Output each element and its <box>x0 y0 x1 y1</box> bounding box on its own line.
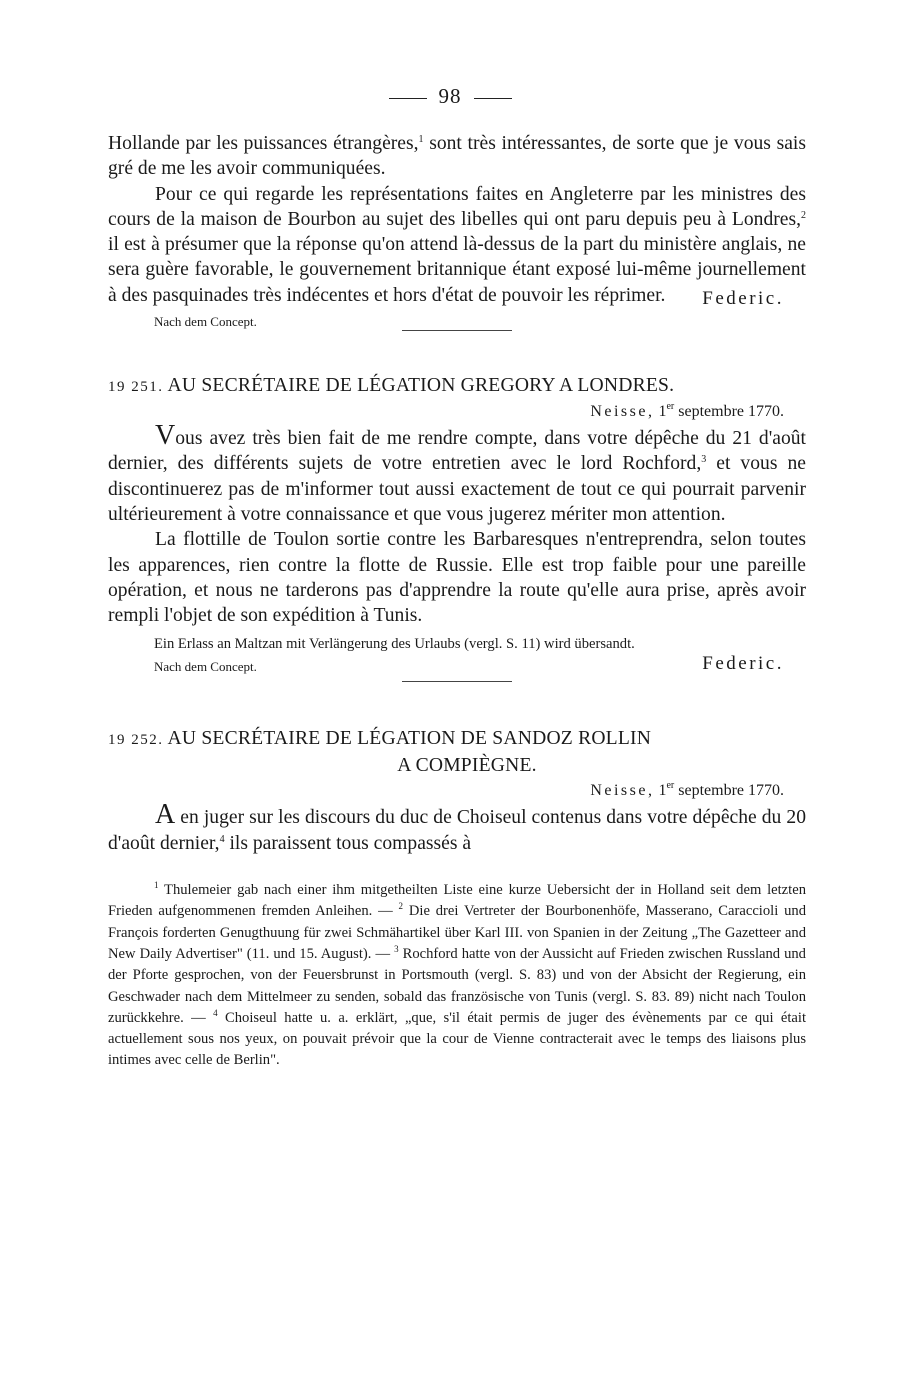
intro-p2b: il est à présumer que la réponse qu'on attend là-dessus de la part du ministère anglais, ne sera guère favorable, le gouvernement britannique étant exposé lui-même journellement à des pasquinades très indécentes et hors d'état de pouvoir les réprimer. <box>108 234 806 306</box>
intro-paragraph-1 <box>108 131 806 182</box>
footnote-3: Rochford hatte von der Aussicht auf Frieden zwischen Russland und der Pforte gesprochen, von der Feuersbrunst in Portsmouth (vergl. S. 83) und von der Absicht der Regierung, ein Geschwader nach dem Mittelmeer zu senden, sobald das französische von Tunis (vergl. S. 83. 89) nicht nach Toulon zurückkehre. — <box>108 945 806 1026</box>
letter-2-day: 1 <box>658 782 667 800</box>
letter-1-nach-concept: Nach dem Concept. <box>154 659 257 675</box>
footnote-3-mark: 3 <box>394 943 399 954</box>
page-number-line <box>0 84 900 109</box>
dash-right <box>474 98 512 99</box>
page-number: 98 <box>438 84 462 108</box>
footnote-ref-4: 4 <box>219 833 225 845</box>
letter-1-place: Neisse, <box>590 403 655 421</box>
letter-1-date-rest: septembre 1770. <box>674 403 784 421</box>
footnote-1-mark: 1 <box>154 880 159 891</box>
letter-2-title-line-2: A COMPIÈGNE. <box>397 755 537 777</box>
footnote-ref-2: 2 <box>801 209 806 221</box>
intro-signature: Federic. <box>702 288 784 310</box>
dash-left <box>389 98 427 99</box>
letter-1-note: Ein Erlass an Maltzan mit Verlängerung des Urlaubs (vergl. S. 11) wird übersandt. <box>154 636 635 653</box>
letter-2-date-rest: septembre 1770. <box>674 782 784 800</box>
page-body <box>108 131 806 1072</box>
footnote-1: Thulemeier gab nach einer ihm mitgetheilten Liste eine kurze Uebersicht der in Holland seit dem letzten Frieden aufgenommenen fremden Anleihen. — <box>108 882 806 920</box>
letter-1-date <box>108 400 784 424</box>
intro-p1-text: Hollande par les puissances étrangères, <box>108 133 419 154</box>
footnote-4: Choiseul hatte u. a. erklärt, „que, s'il était permis de juger des évènements par ce qui était actuellement sous nos yeux, on pouvait prévoir que la cour de Vienne contracterait avec le temps des liaisons plus intimes avec celle de Berlin". <box>108 1009 807 1069</box>
intro-nach-concept: Nach dem Concept. <box>154 314 257 330</box>
letter-2-place: Neisse, <box>590 782 655 800</box>
letter-1-paragraph-1 <box>108 420 806 527</box>
letter-1-heading <box>108 373 806 400</box>
letter-2-number: 19 252. <box>108 732 164 749</box>
letter-2-p1a: en juger sur les discours du duc de Choiseul contenus dans votre dépêche du 20 d'août dernier, <box>108 807 806 854</box>
letter-1-signature-row <box>108 655 806 681</box>
letter-2-date <box>108 779 784 803</box>
footnote-2: Die drei Vertreter der Bourbonenhöfe, Masserano, Caraccioli und François forderten Genugthuung für zwei Schmähartikel über Karl III. von Spanien in der Zeitung „The Gazetteer and New Daily Advertiser" (11. und 15. August). — <box>108 903 806 962</box>
letter-2-heading <box>108 726 806 753</box>
letter-1-day: 1 <box>658 403 667 421</box>
letter-2-p1b: ils paraissent tous compassés à <box>224 832 472 854</box>
footnote-4-mark: 4 <box>213 1007 218 1018</box>
footnote-ref-1: 1 <box>418 134 424 145</box>
letter-1-p1a: ous avez très bien fait de me rendre compte, dans votre dépêche du 21 d'août dernier, des différents sujets de votre entretien avec le lord Rochford, <box>108 428 806 475</box>
letter-2-title-line-1: AU SECRÉTAIRE DE LÉGATION DE SANDOZ ROLLIN <box>167 728 652 750</box>
letter-1-signature: Federic. <box>702 653 784 675</box>
letter-1-title: AU SECRÉTAIRE DE LÉGATION GREGORY A LONDRES. <box>167 375 675 397</box>
letter-2-day-sup: er <box>666 780 675 792</box>
intro-p1-rest: sont très intéressantes, de sorte que je vous sais gré de me les avoir communiquées. <box>108 133 806 180</box>
footnotes <box>108 880 806 1072</box>
intro-p2a: Pour ce qui regarde les représentations faites en Angleterre par les ministres des cours de la maison de Bourbon au sujet des libelles qui ont paru depuis peu à Londres, <box>108 183 806 230</box>
footnote-ref-3: 3 <box>701 454 707 466</box>
letter-1-day-sup: er <box>666 401 675 413</box>
footnote-2-mark: 2 <box>398 901 404 912</box>
letter-2-paragraph-1 <box>108 799 806 856</box>
letter-1-initial: V <box>155 420 176 452</box>
letter-1-p1b: et vous ne discontinuerez pas de m'informer tout aussi exactement de tout ce qui pourrait parvenir ultérieurement à votre connaissance et que vous jugerez mériter mon attention. <box>108 453 806 525</box>
letter-1-number: 19 251. <box>108 379 164 396</box>
letter-1-paragraph-2: La flottille de Toulon sortie contre les Barbaresques n'entreprendra, selon toutes les apparences, rien contre la flotte de Russie. Elle est trop faible pour une pareille opération, et nous ne tarderons pas d'apprendre la route qu'elle aura prise, après avoir rempli l'objet de son expédition à Tunis. <box>108 529 806 627</box>
intro-signature-row <box>108 288 806 334</box>
letter-2-initial: A <box>155 799 176 831</box>
